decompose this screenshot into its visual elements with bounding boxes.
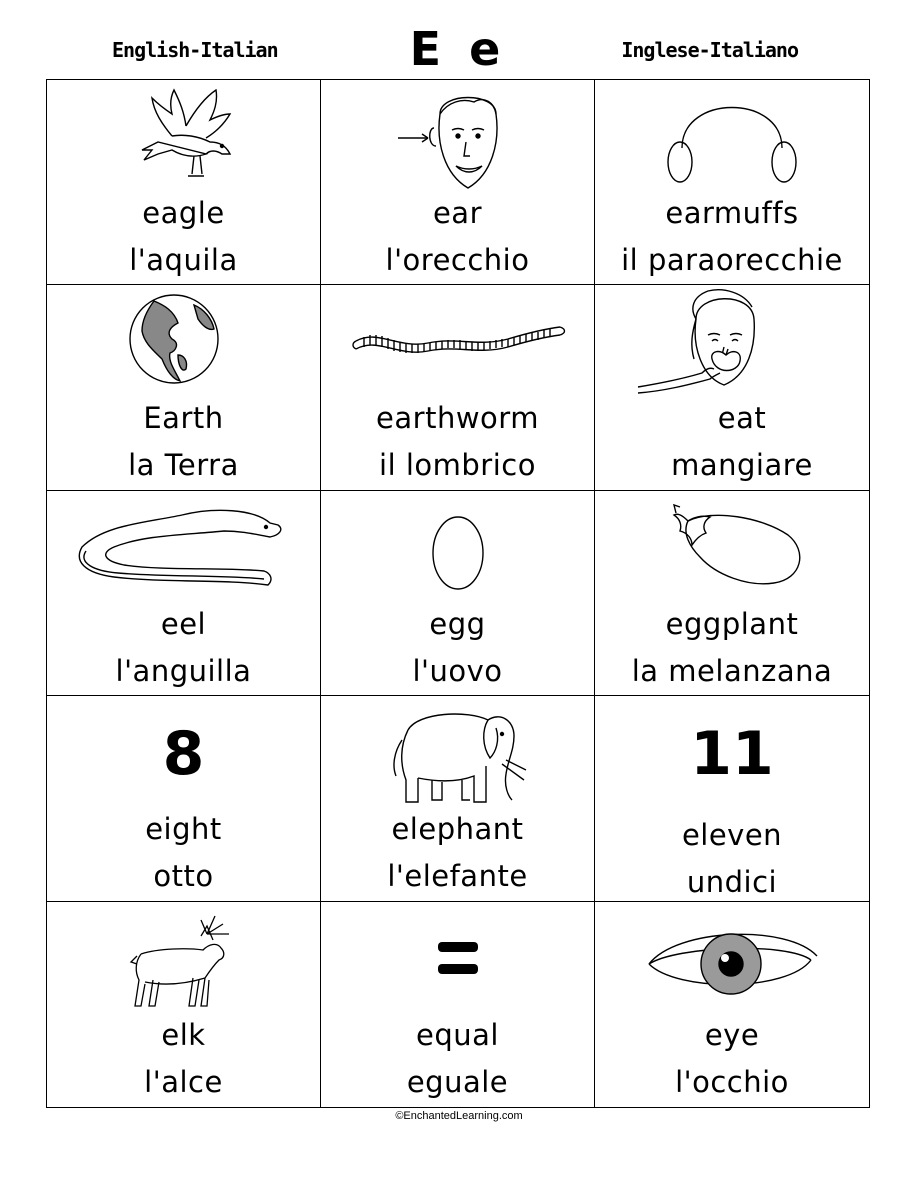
word-italian: la melanzana [631,653,833,688]
card-earthworm [321,285,595,490]
card-egg [321,491,595,696]
word-italian: eguale [406,1064,509,1099]
elephant-icon [378,700,538,808]
word-italian: l'elefante [387,859,528,894]
numeral-eleven: 11 [690,719,774,790]
word-english: Earth [143,401,224,436]
word-english: earthworm [376,401,539,436]
title-inglese-italiano: Inglese-Italiano [621,38,798,62]
word-english: egg [429,606,486,641]
card-elephant [321,696,595,901]
word-english: eggplant [665,606,799,641]
word-english: eel [160,606,207,641]
card-earth [47,285,321,490]
card-eight [47,696,321,901]
card-eye [595,902,869,1107]
word-english: eleven [681,818,783,853]
card-equal [321,902,595,1107]
header [46,22,870,80]
word-english: eye [704,1017,760,1052]
word-english: eat [717,401,767,436]
face-ear-icon [378,84,538,192]
copyright-credit: ©EnchantedLearning.com [395,1110,523,1122]
card-elk [47,902,321,1107]
card-eagle [47,80,321,285]
elk-icon [109,906,259,1014]
word-english: elephant [391,812,524,847]
girl-eating-icon [632,289,832,397]
eel-icon [74,495,294,603]
word-english: eight [145,812,222,847]
word-english: earmuffs [665,196,799,230]
card-eggplant [595,491,869,696]
word-english: ear [432,196,483,230]
card-eleven [595,696,869,901]
word-italian: l'orecchio [385,243,530,277]
word-english: equal [416,1017,499,1052]
egg-icon [408,495,508,603]
card-ear [321,80,595,285]
globe-icon [114,289,254,397]
earmuffs-icon [652,84,812,192]
word-italian: l'occhio [675,1064,789,1099]
word-italian: l'uovo [412,653,503,688]
worm-icon [348,289,568,397]
word-italian: il lombrico [379,448,536,483]
word-italian: otto [153,859,214,894]
word-italian: l'anguilla [115,653,252,688]
card-eat [595,285,869,490]
card-earmuffs [595,80,869,285]
word-english: elk [161,1017,206,1052]
equals-sign-icon [408,906,508,1014]
word-italian: undici [686,865,778,900]
card-eel [47,491,321,696]
word-italian: mangiare [671,448,813,483]
word-italian: l'aquila [129,243,238,277]
eggplant-icon [652,495,812,603]
word-english: eagle [142,196,225,230]
vocab-grid [46,79,870,1108]
eye-icon [637,906,827,1014]
numeral-eight: 8 [162,719,205,790]
word-italian: l'alce [144,1064,223,1099]
word-italian: la Terra [128,448,239,483]
title-english-italian: English-Italian [112,38,278,62]
word-italian: il paraorecchie [621,243,843,277]
letter-title: E e [409,22,507,76]
eagle-icon [114,84,254,192]
